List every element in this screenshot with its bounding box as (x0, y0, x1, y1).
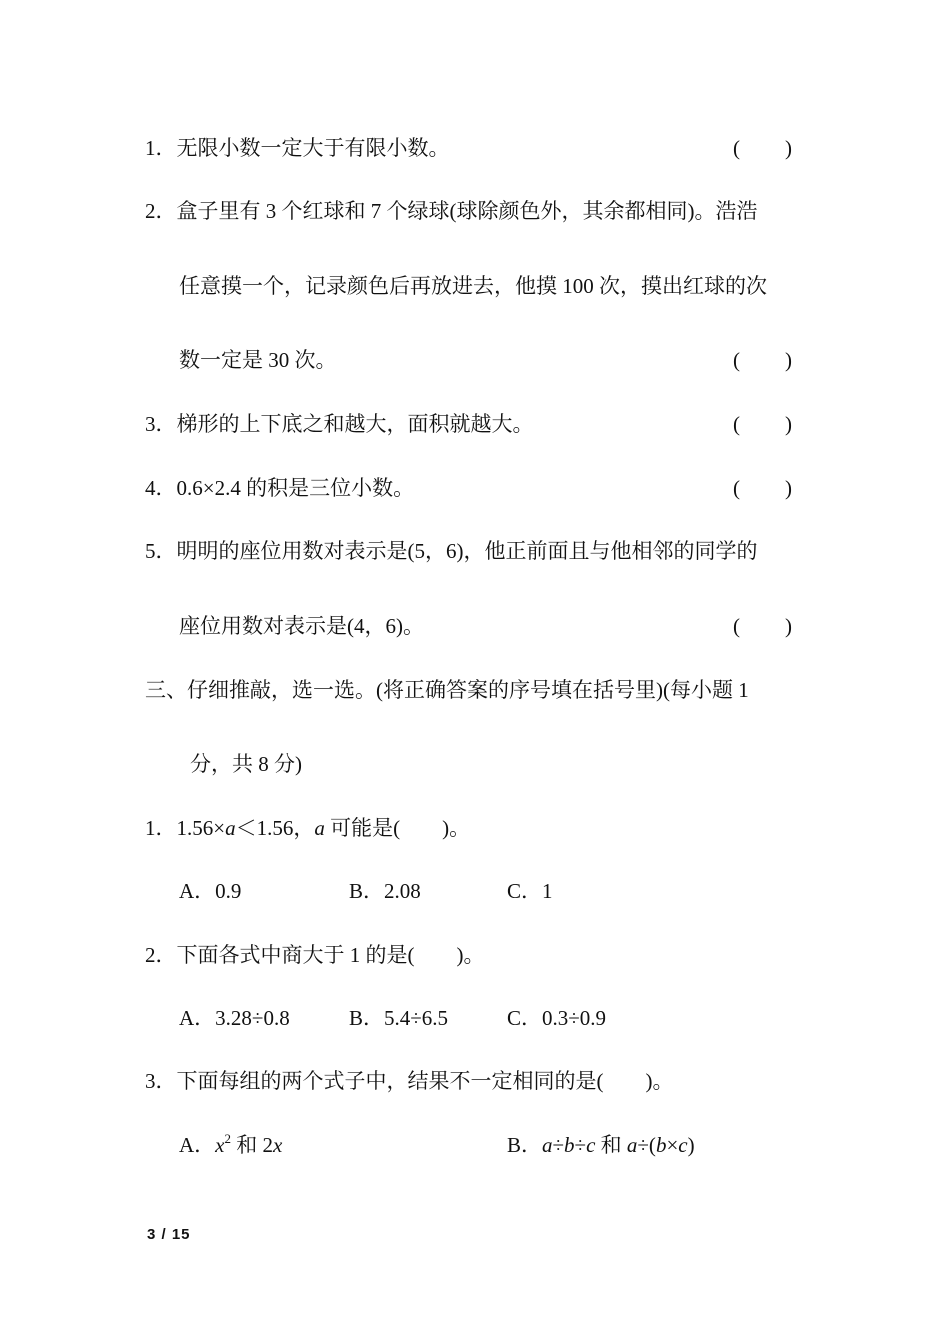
item-number: 1． (145, 816, 177, 840)
tf-item-4 (145, 474, 414, 502)
option-a[interactable]: A．0.9 (179, 879, 242, 903)
item-text: 梯形的上下底之和越大，面积就越大。 (176, 412, 534, 436)
tf-item-5 (145, 537, 757, 565)
option-b[interactable]: B．5.4÷6.5 (349, 1006, 449, 1030)
option-c[interactable]: C．1 (507, 879, 553, 903)
tf-item-1 (145, 134, 450, 162)
item-text: 盒子里有 3 个红球和 7 个绿球(球除颜色外，其余都相同)。浩浩 (176, 199, 758, 223)
item-number: 5． (145, 539, 177, 563)
choice-question-1: 1．1.56×a＜1.56，a 可能是( )。 (145, 816, 471, 840)
item-number: 1． (145, 136, 177, 160)
item-text: 0.6×2.4 的积是三位小数。 (176, 476, 415, 500)
item-text: 无限小数一定大于有限小数。 (176, 136, 450, 160)
item-number: 2． (145, 943, 177, 967)
choice-question-2 (145, 941, 485, 969)
item-number: 3． (145, 1069, 177, 1093)
tf-item-3 (145, 410, 534, 438)
section-heading-line-2: 分，共 8 分) (190, 752, 302, 776)
item-text: 下面各式中商大于 1 的是( )。 (176, 943, 485, 967)
page-number: 3 / 15 (147, 1226, 191, 1243)
option-a[interactable]: A．$x^2$ 和 2x (179, 1131, 283, 1157)
item-text: 下面每组的两个式子中，结果不一定相同的是( )。 (176, 1069, 674, 1093)
tf-item-2-line-2: 任意摸一个，记录颜色后再放进去，他摸 100 次，摸出红球的次 (179, 274, 767, 298)
item-text: 明明的座位用数对表示是(5，6)，他正前面且与他相邻的同学的 (176, 539, 758, 563)
option-c[interactable]: C．0.3÷0.9 (507, 1006, 607, 1030)
tf-item-2 (145, 197, 757, 225)
item-number: 4． (145, 476, 177, 500)
item-number: 3． (145, 412, 177, 436)
tf-item-5-line-2: 座位用数对表示是(4，6)。 (179, 614, 424, 638)
item-number: 2． (145, 199, 177, 223)
choice-question-3 (145, 1067, 673, 1095)
tf-item-2-line-3: 数一定是 30 次。 (179, 348, 337, 372)
option-b[interactable]: B．2.08 (349, 879, 421, 903)
section-heading: 三、仔细推敲，选一选。(将正确答案的序号填在括号里)(每小题 1 (145, 678, 749, 702)
option-b[interactable]: B．a÷b÷c 和 a÷(b×c) (507, 1133, 695, 1157)
option-a[interactable]: A．3.28÷0.8 (179, 1006, 290, 1030)
